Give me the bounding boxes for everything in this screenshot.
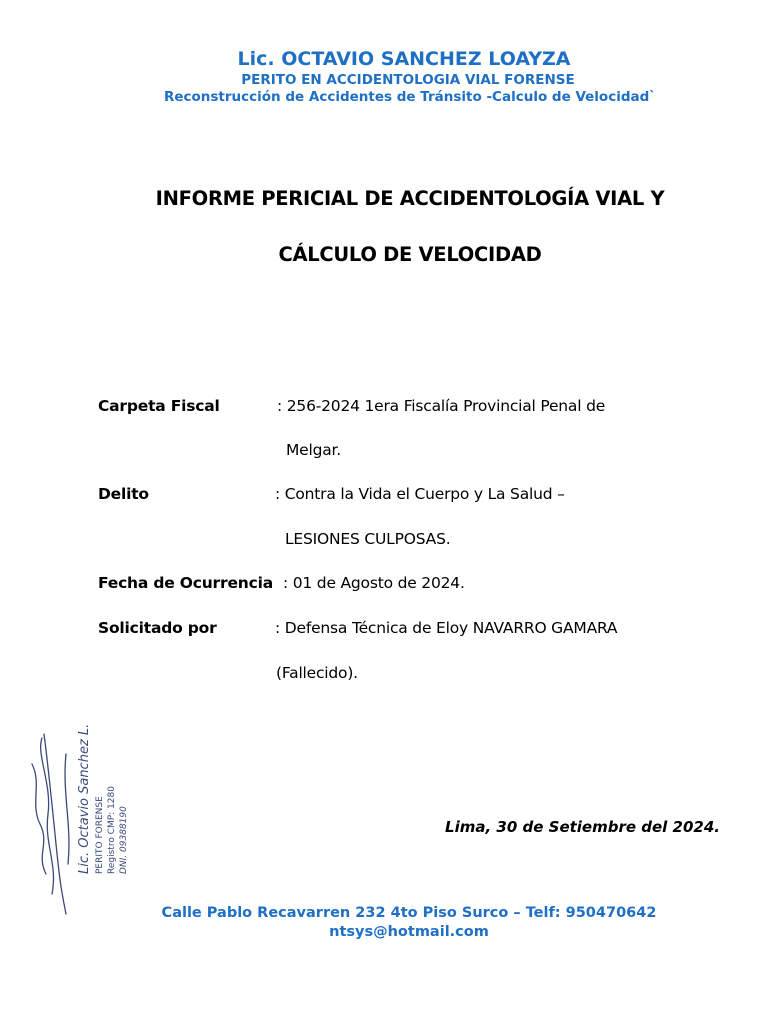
signature-title: PERITO FORENSE (95, 796, 105, 874)
letterhead-subtitle: Reconstrucción de Accidentes de Tránsito -Calculo de Velocidad` (163, 89, 657, 105)
field-label: Carpeta Fiscal (98, 397, 220, 415)
signature-registro: Registro CMP: 1280 (107, 786, 117, 874)
field-value-continued: LESIONES CULPOSAS. (285, 530, 451, 548)
signature-stamp (22, 724, 152, 924)
letterhead-role: PERITO EN ACCIDENTOLOGIA VIAL FORENSE (241, 72, 575, 88)
field-label: Delito (98, 485, 149, 503)
signature-scribble (65, 754, 69, 864)
signing-date: Lima, 30 de Setiembre del 2024. (445, 818, 720, 836)
signature-scribble (32, 764, 46, 874)
footer-address: Calle Pablo Recavarren 232 4to Piso Surco – Telf: 950470642 (161, 905, 657, 921)
footer (0, 904, 768, 942)
letterhead-name: Lic. OCTAVIO SANCHEZ LOAYZA (237, 48, 571, 70)
signature-dni: DNI. 09388190 (119, 806, 129, 874)
field-value: : Contra la Vida el Cuerpo y La Salud – (275, 485, 565, 503)
field-label: Solicitado por (98, 619, 217, 637)
field-label: Fecha de Ocurrencia (98, 574, 273, 592)
field-value: : Defensa Técnica de Eloy NAVARRO GAMARA (275, 619, 618, 637)
report-title-line1: INFORME PERICIAL DE ACCIDENTOLOGÍA VIAL Y (155, 187, 665, 210)
field-value-continued: (Fallecido). (276, 664, 358, 682)
footer-email: ntsys@hotmail.com (329, 924, 489, 940)
field-value-continued: Melgar. (286, 441, 342, 459)
field-value: : 256-2024 1era Fiscalía Provincial Penal de (277, 397, 606, 415)
signature-name: Lic. Octavio Sanchez L. (77, 724, 92, 874)
field-value: : 01 de Agosto de 2024. (283, 574, 465, 592)
letterhead (0, 46, 768, 106)
report-title-line2: CÁLCULO DE VELOCIDAD (278, 243, 542, 266)
